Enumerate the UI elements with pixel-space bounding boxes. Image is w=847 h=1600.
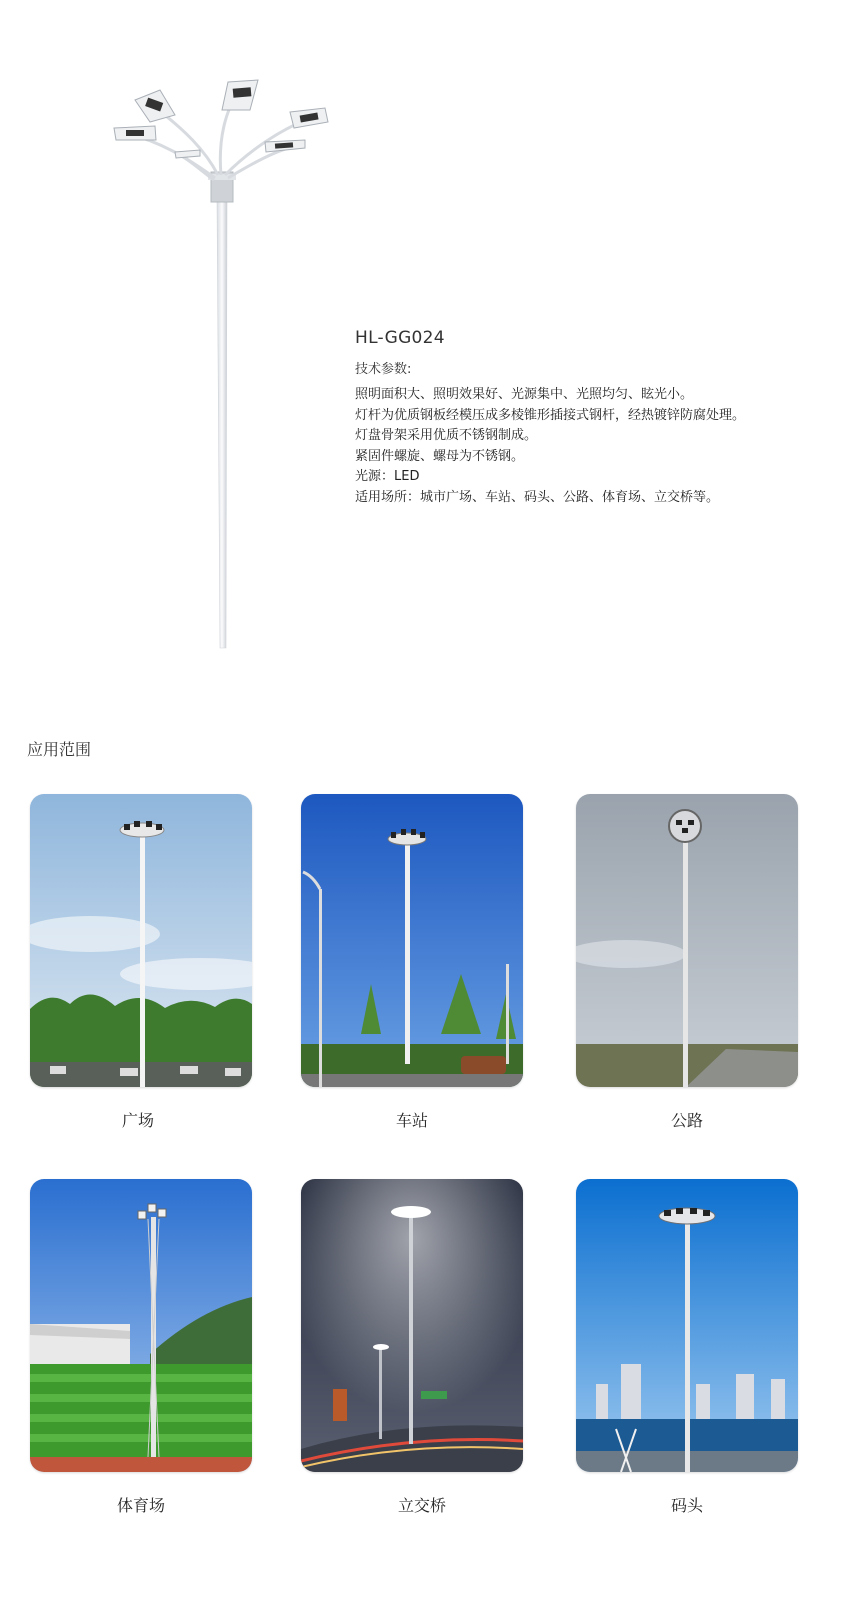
caption-square: 广场 — [121, 1111, 154, 1130]
photo-station — [301, 794, 523, 1087]
application-card-square — [30, 794, 252, 1087]
application-card-wharf — [576, 1179, 798, 1472]
photo-road — [576, 794, 798, 1087]
photo-wharf — [576, 1179, 798, 1472]
product-image — [100, 70, 350, 660]
application-card-stadium — [30, 1179, 252, 1472]
application-card-road — [576, 794, 798, 1087]
spec-title: 技术参数: — [355, 362, 412, 377]
application-card-overpass — [301, 1179, 523, 1472]
photo-square — [30, 794, 252, 1087]
application-card-station — [301, 794, 523, 1087]
photo-overpass — [301, 1179, 523, 1472]
spec-line: 灯盘骨架采用优质不锈钢制成。 — [355, 428, 538, 444]
caption-stadium: 体育场 — [116, 1496, 165, 1515]
product-model: HL-GG024 — [355, 328, 445, 348]
spec-line: 照明面积大、照明效果好、光源集中、光照均匀、眩光小。 — [355, 387, 694, 402]
product-specs — [355, 328, 825, 509]
caption-wharf: 码头 — [670, 1496, 703, 1515]
photo-stadium — [30, 1179, 252, 1472]
spec-line: 适用场所：城市广场、车站、码头、公路、体育场、立交桥等。 — [355, 489, 720, 505]
caption-road: 公路 — [670, 1111, 703, 1130]
caption-station: 车站 — [395, 1111, 428, 1130]
caption-overpass: 立交桥 — [397, 1496, 446, 1515]
applications-title: 应用范围 — [27, 740, 92, 759]
spec-line: 灯杆为优质钢板经模压成多棱锥形插接式钢杆，经热镀锌防腐处理。 — [355, 407, 746, 423]
spec-line: 光源：LED — [355, 469, 420, 485]
spec-line: 紧固件螺旋、螺母为不锈钢。 — [355, 448, 525, 464]
